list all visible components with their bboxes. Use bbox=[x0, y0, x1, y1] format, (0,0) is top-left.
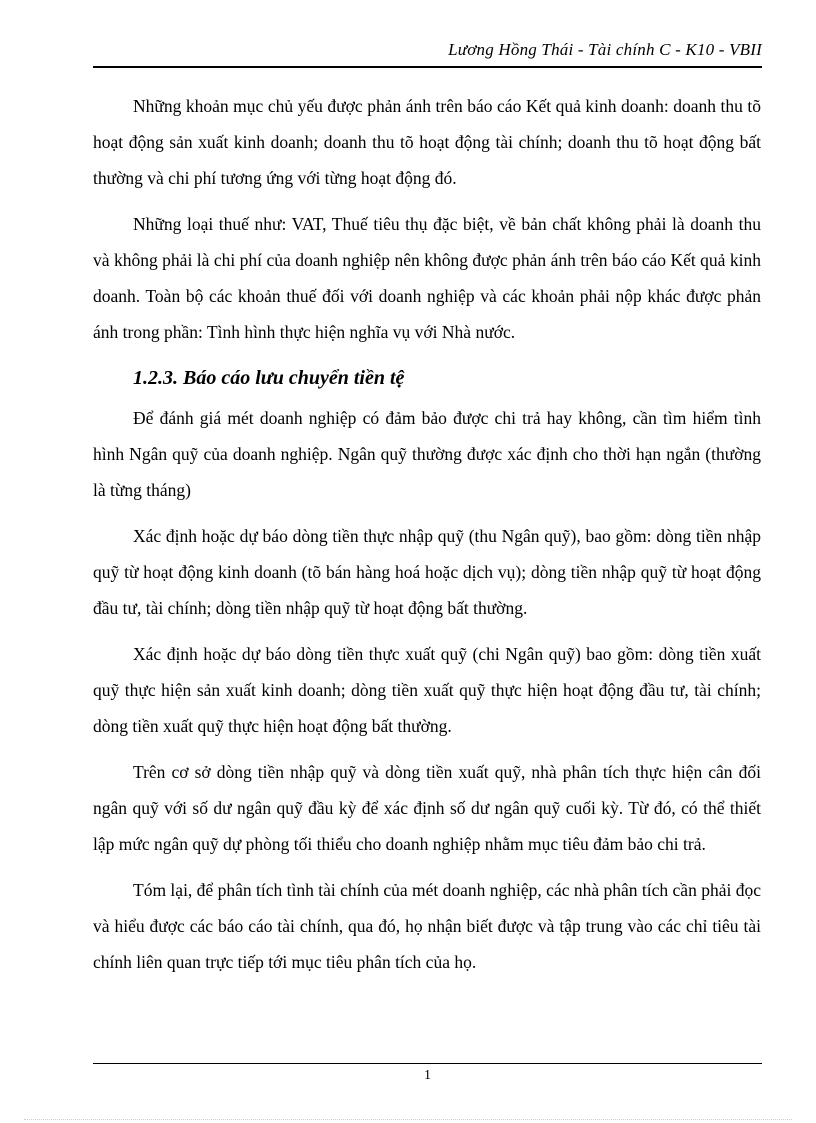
section-heading: 1.2.3. Báo cáo lưu chuyển tiền tệ bbox=[133, 367, 405, 389]
footer-rule bbox=[93, 1063, 762, 1064]
paragraph-cash-balance: Trên cơ sở dòng tiền nhập quỹ và dòng tiền xuất quỹ, nhà phân tích thực hiện cân đối ngân quỹ với số dư ngân quỹ đầu kỳ để xác định số dư ngân quỹ cuối kỳ. Từ đó, có thể thiết lập mức ngân quỹ dự phòng tối thiểu cho doanh nghiệp nhằm mục tiêu đảm bảo chi trả. bbox=[93, 762, 761, 854]
header-rule bbox=[93, 66, 762, 68]
page-content bbox=[93, 88, 761, 990]
paragraph-summary: Tóm lại, để phân tích tình tài chính của mét doanh nghiệp, các nhà phân tích cần phải đọc và hiểu được các báo cáo tài chính, qua đó, họ nhận biết được và tập trung vào các chỉ tiêu tài chính liên quan trực tiếp tới mục tiêu phân tích của họ. bbox=[93, 880, 761, 972]
page-edge-divider bbox=[24, 1119, 792, 1120]
paragraph-cash-outflow: Xác định hoặc dự báo dòng tiền thực xuất quỹ (chi Ngân quỹ) bao gồm: dòng tiền xuất quỹ thực hiện sản xuất kinh doanh; dòng tiền xuất quỹ thực hiện hoạt động đầu tư, tài chính; dòng tiền xuất quỹ thực hiện hoạt động bất thường. bbox=[93, 644, 761, 736]
page-number: 1 bbox=[424, 1068, 431, 1083]
paragraph-taxes: Những loại thuế như: VAT, Thuế tiêu thụ đặc biệt, về bản chất không phải là doanh thu và không phải là chi phí của doanh nghiệp nên không được phản ánh trên báo cáo Kết quả kinh doanh. Toàn bộ các khoản thuế đối với doanh nghiệp và các khoản phải nộp khác được phản ánh trong phần: Tình hình thực hiện nghĩa vụ với Nhà nước. bbox=[93, 214, 761, 342]
running-header: Lương Hồng Thái - Tài chính C - K10 - VBII bbox=[448, 40, 762, 59]
paragraph-income-statement-items: Những khoản mục chủ yếu được phản ánh trên báo cáo Kết quả kinh doanh: doanh thu tõ hoạt động sản xuất kinh doanh; doanh thu tõ hoạt động tài chính; doanh thu tõ hoạt động bất thường và chi phí tương ứng với từng hoạt động đó. bbox=[93, 96, 761, 188]
paragraph-cash-inflow: Xác định hoặc dự báo dòng tiền thực nhập quỹ (thu Ngân quỹ), bao gồm: dòng tiền nhập quỹ từ hoạt động kinh doanh (tõ bán hàng hoá hoặc dịch vụ); dòng tiền nhập quỹ từ hoạt động đầu tư, tài chính; dòng tiền nhập quỹ từ hoạt động bất thường. bbox=[93, 526, 761, 618]
paragraph-cash-evaluation: Để đánh giá mét doanh nghiệp có đảm bảo được chi trả hay không, cần tìm hiểm tình hình Ngân quỹ của doanh nghiệp. Ngân quỹ thường được xác định cho thời hạn ngắn (thường là từng tháng) bbox=[93, 408, 761, 500]
